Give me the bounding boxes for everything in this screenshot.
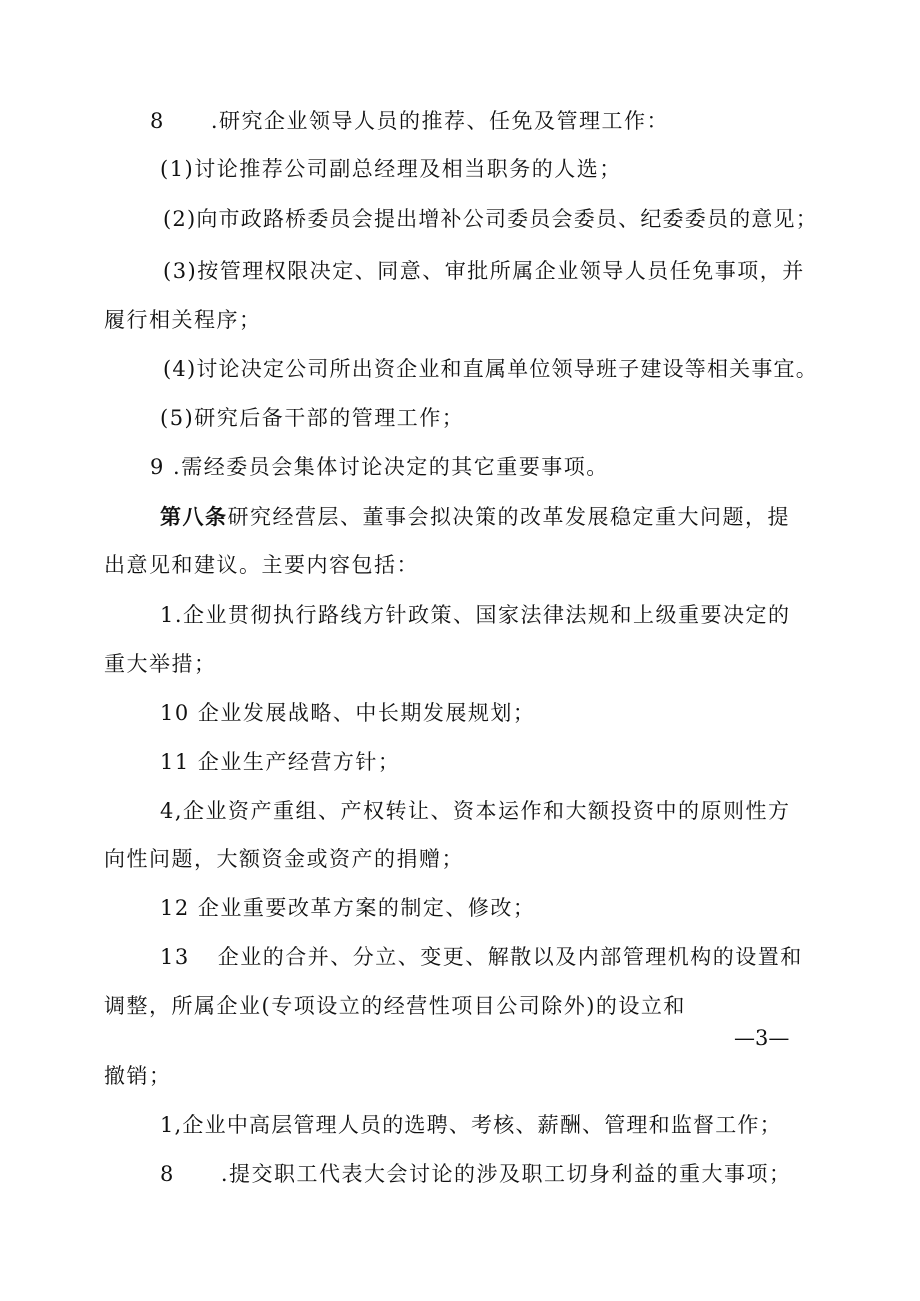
- page-number: —3—: [734, 1026, 790, 1050]
- content-item-13-end: 撤销；: [104, 1064, 172, 1088]
- content-item-11: 11 企业生产经营方针；: [160, 750, 401, 774]
- subitem-3: (3)按管理权限决定、同意、审批所属企业领导人员任免事项，并: [163, 259, 805, 283]
- item-number: 13: [160, 945, 190, 969]
- content-item-4-continued: 向性问题，大额资金或资产的捐赠；: [104, 847, 464, 871]
- item-text: .研究企业领导人员的推荐、任免及管理工作：: [210, 109, 670, 133]
- item-number: 8: [160, 1162, 175, 1186]
- subitem-3-continued: 履行相关程序；: [104, 308, 262, 332]
- subitem-4: (4)讨论决定公司所出资企业和直属单位领导班子建设等相关事宜。: [163, 357, 818, 381]
- content-item-8: [160, 1160, 792, 1188]
- article-8-heading: [160, 503, 790, 531]
- item-number: 8: [150, 109, 165, 133]
- subitem-5: (5)研究后备干部的管理工作；: [160, 406, 465, 430]
- subitem-1: (1)讨论推荐公司副总经理及相当职务的人选；: [160, 157, 622, 181]
- item-8-leadership: [150, 107, 669, 135]
- item-9: 9 .需经委员会集体讨论决定的其它重要事项。: [150, 455, 609, 479]
- content-item-12: 12 企业重要改革方案的制定、修改；: [160, 896, 536, 920]
- article-8-continued: 出意见和建议。主要内容包括：: [104, 553, 419, 577]
- content-item-13-continued: 调整，所属企业(专项设立的经营性项目公司除外)的设立和: [104, 994, 686, 1018]
- content-item-13: [160, 943, 803, 971]
- content-item-1b: 1,企业中高层管理人员的选聘、考核、薪酬、管理和监督工作；: [160, 1113, 782, 1137]
- content-item-1: 1.企业贯彻执行路线方针政策、国家法律法规和上级重要决定的: [160, 603, 791, 627]
- content-item-4: 4,企业资产重组、产权转让、资本运作和大额投资中的原则性方: [160, 799, 791, 823]
- subitem-2: (2)向市政路桥委员会提出增补公司委员会委员、纪委委员的意见；: [163, 207, 818, 231]
- item-text: .提交职工代表大会讨论的涉及职工切身利益的重大事项；: [220, 1162, 792, 1186]
- content-item-10: 10 企业发展战略、中长期发展规划；: [160, 701, 536, 725]
- article-text: 研究经营层、董事会拟决策的改革发展稳定重大问题，提: [227, 505, 790, 529]
- item-text: 企业的合并、分立、变更、解散以及内部管理机构的设置和: [217, 945, 803, 969]
- article-label: 第八条: [160, 504, 228, 529]
- content-item-1-continued: 重大举措；: [104, 652, 217, 676]
